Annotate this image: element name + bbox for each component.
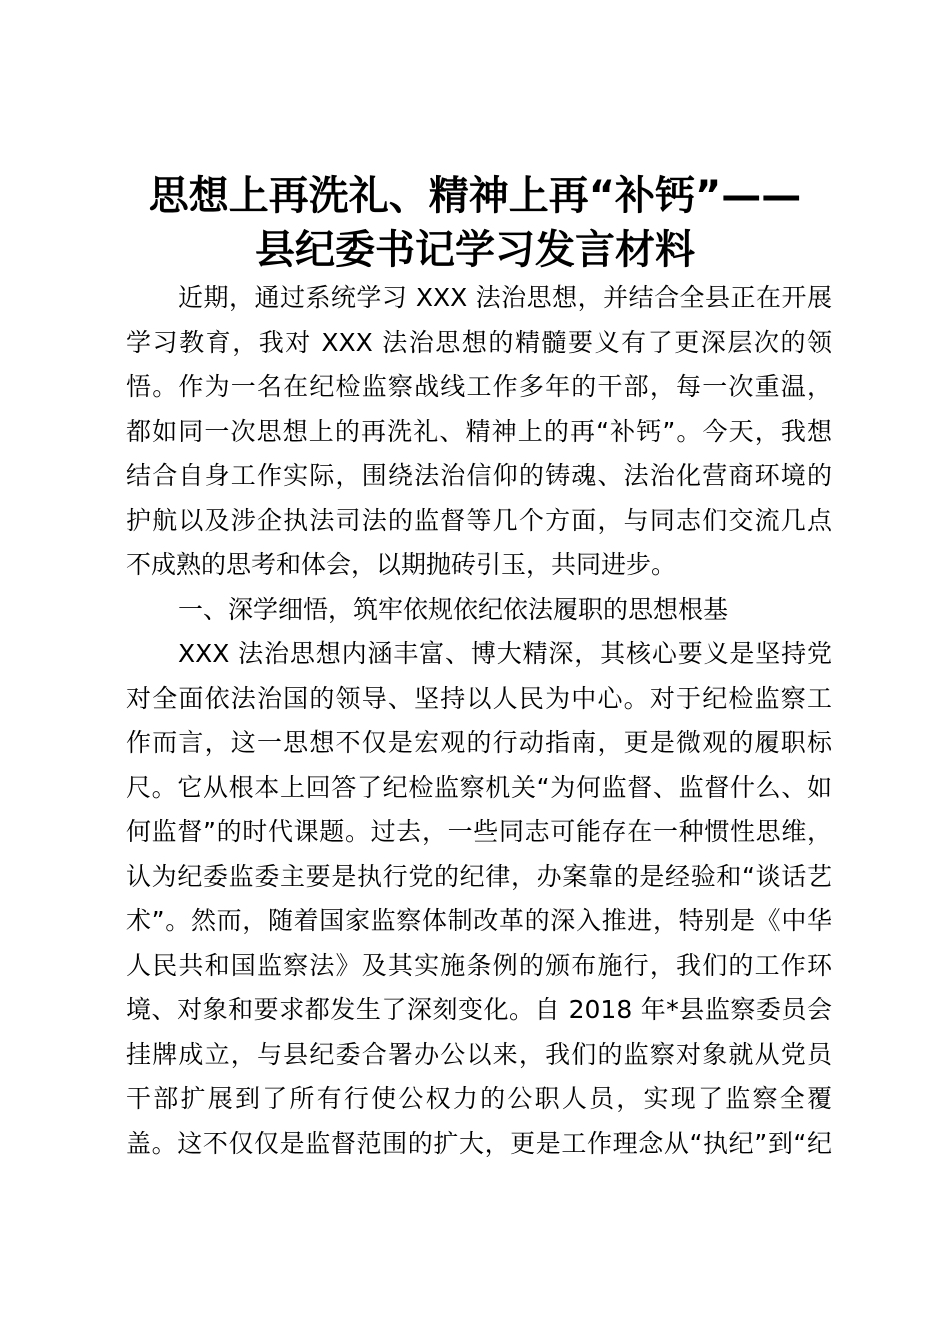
text-line: 不成熟的思考和体会，以期抛砖引玉，共同进步。 — [126, 550, 677, 579]
section-heading — [126, 588, 832, 633]
document-title-line-2: 县纪委书记学习发言材料 — [255, 227, 695, 273]
text-line: 挂牌成立，与县纪委合署办公以来，我们的监察对象就从党员 — [126, 1039, 832, 1069]
text-line: 境、对象和要求都发生了深刻变化。自 2018 年*县监察委员会 — [126, 995, 832, 1024]
text-line: 对全面依法治国的领导、坚持以人民为中心。对于纪检监察工 — [126, 683, 832, 713]
text-line: 认为纪委监委主要是执行党的纪律，办案靠的是经验和“谈话艺 — [126, 861, 832, 891]
text-line: 干部扩展到了所有行使公权力的公职人员，实现了监察全覆 — [126, 1084, 832, 1113]
section-heading-text: 一、深学细悟，筑牢依规依纪依法履职的思想根基 — [178, 594, 729, 624]
text-line: 近期，通过系统学习 XXX 法治思想，并结合全县正在开展 — [178, 283, 832, 312]
text-line: 人民共和国监察法》及其实施条例的颁布施行，我们的工作环 — [126, 950, 832, 980]
text-line: 何监督”的时代课题。过去，一些同志可能存在一种惯性思维， — [126, 817, 832, 846]
text-line: 尺。它从根本上回答了纪检监察机关“为何监督、监督什么、如 — [126, 772, 832, 802]
intro-paragraph — [126, 276, 832, 588]
text-line: 学习教育，我对 XXX 法治思想的精髓要义有了更深层次的领 — [126, 327, 832, 357]
text-line: XXX 法治思想内涵丰富、博大精深，其核心要义是坚持党 — [178, 639, 832, 668]
document-body — [126, 276, 832, 1166]
text-line: 护航以及涉企执法司法的监督等几个方面，与同志们交流几点 — [126, 505, 832, 535]
section-body-paragraph — [126, 632, 832, 1166]
document-title-line-1: 思想上再洗礼、精神上再“补钙”—— — [148, 173, 802, 219]
text-line: 悟。作为一名在纪检监察战线工作多年的干部，每一次重温， — [126, 372, 832, 401]
text-line: 术”。然而，随着国家监察体制改革的深入推进，特别是《中华 — [126, 906, 832, 935]
text-line: 作而言，这一思想不仅是宏观的行动指南，更是微观的履职标 — [126, 728, 832, 757]
text-line: 结合自身工作实际，围绕法治信仰的铸魂、法治化营商环境的 — [126, 461, 832, 490]
text-line: 都如同一次思想上的再洗礼、精神上的再“补钙”。今天，我想 — [126, 416, 832, 446]
text-line: 盖。这不仅仅是监督范围的扩大，更是工作理念从“执纪”到“纪 — [126, 1128, 832, 1158]
